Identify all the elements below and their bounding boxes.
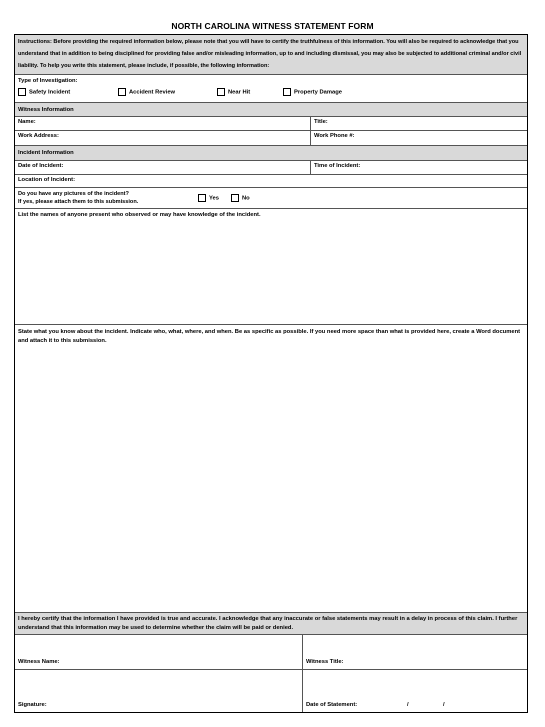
witness-statement-form	[14, 34, 528, 713]
checkbox-icon[interactable]	[231, 194, 239, 202]
instructions-text: Instructions: Before providing the required information below, please note that you will have to certify the truthfulness of this information. You will also be required to acknowledge that you understand that in addition to being disciplined for providing false and/or misleading information, up to and including dismissal, you may also be subjected to additional criminal and/or civil liability. To help you write this statement, please include, if possible, the following information:	[18, 39, 522, 69]
checkbox-icon[interactable]	[18, 88, 26, 96]
name-field[interactable]: Name:	[18, 119, 36, 125]
date-separator: /	[407, 702, 409, 708]
work-address-row	[15, 131, 527, 146]
signature-row	[15, 670, 527, 712]
witness-name-field[interactable]: Witness Name:	[18, 659, 60, 665]
signature-field[interactable]: Signature:	[18, 702, 47, 708]
statement-prompt: State what you know about the incident. Indicate who, what, where, and when. Be as specific as possible. If you need more space than what is provided here, create a Word document and attach it to this submission.	[18, 329, 521, 344]
option-accident-review[interactable]: Accident Review	[118, 88, 175, 96]
work-phone-field[interactable]: Work Phone #:	[310, 131, 527, 145]
title-field[interactable]: Title:	[310, 117, 527, 130]
pictures-yes-option[interactable]: Yes	[198, 194, 219, 202]
checkbox-icon[interactable]	[283, 88, 291, 96]
option-property-damage[interactable]: Property Damage	[283, 88, 342, 96]
witness-info-header: Witness Information	[15, 103, 527, 117]
incident-time-field[interactable]: Time of Incident:	[310, 161, 527, 174]
investigation-type-label: Type of Investigation:	[18, 78, 78, 84]
work-address-field[interactable]: Work Address:	[18, 133, 59, 139]
date-time-row	[15, 161, 527, 175]
pictures-no-option[interactable]: No	[231, 194, 250, 202]
statement-section[interactable]	[15, 325, 527, 613]
witness-title-field[interactable]: Witness Title:	[302, 635, 527, 669]
incident-location-field[interactable]: Location of Incident:	[18, 177, 75, 183]
names-present-prompt: List the names of anyone present who observed or may have knowledge of the incident.	[18, 212, 261, 218]
location-row	[15, 175, 527, 188]
checkbox-icon[interactable]	[118, 88, 126, 96]
names-present-section[interactable]	[15, 209, 527, 325]
pictures-question: Do you have any pictures of the incident? If yes, please attach them to this submission.	[18, 191, 139, 205]
form-title: NORTH CAROLINA WITNESS STATEMENT FORM	[171, 21, 374, 31]
checkbox-icon[interactable]	[198, 194, 206, 202]
checkbox-icon[interactable]	[217, 88, 225, 96]
certification-text: I hereby certify that the information I have provided is true and accurate. I acknowledge that any inaccurate or false statements may result in a delay in process of this claim. I further understand that this information may be used to determine whether the claim will be paid or denied.	[18, 616, 518, 631]
incident-date-field[interactable]: Date of Incident:	[18, 163, 64, 169]
option-near-hit[interactable]: Near Hit	[217, 88, 250, 96]
certification-block	[15, 613, 527, 635]
date-of-statement-field[interactable]: Date of Statement: / /	[302, 670, 527, 712]
instructions-block	[15, 35, 527, 75]
incident-info-header: Incident Information	[15, 146, 527, 161]
witness-name-row	[15, 635, 527, 670]
investigation-type-row	[15, 75, 527, 103]
date-separator: /	[443, 702, 445, 708]
name-title-row	[15, 117, 527, 131]
option-safety-incident[interactable]: Safety Incident	[18, 88, 70, 96]
pictures-row	[15, 188, 527, 209]
